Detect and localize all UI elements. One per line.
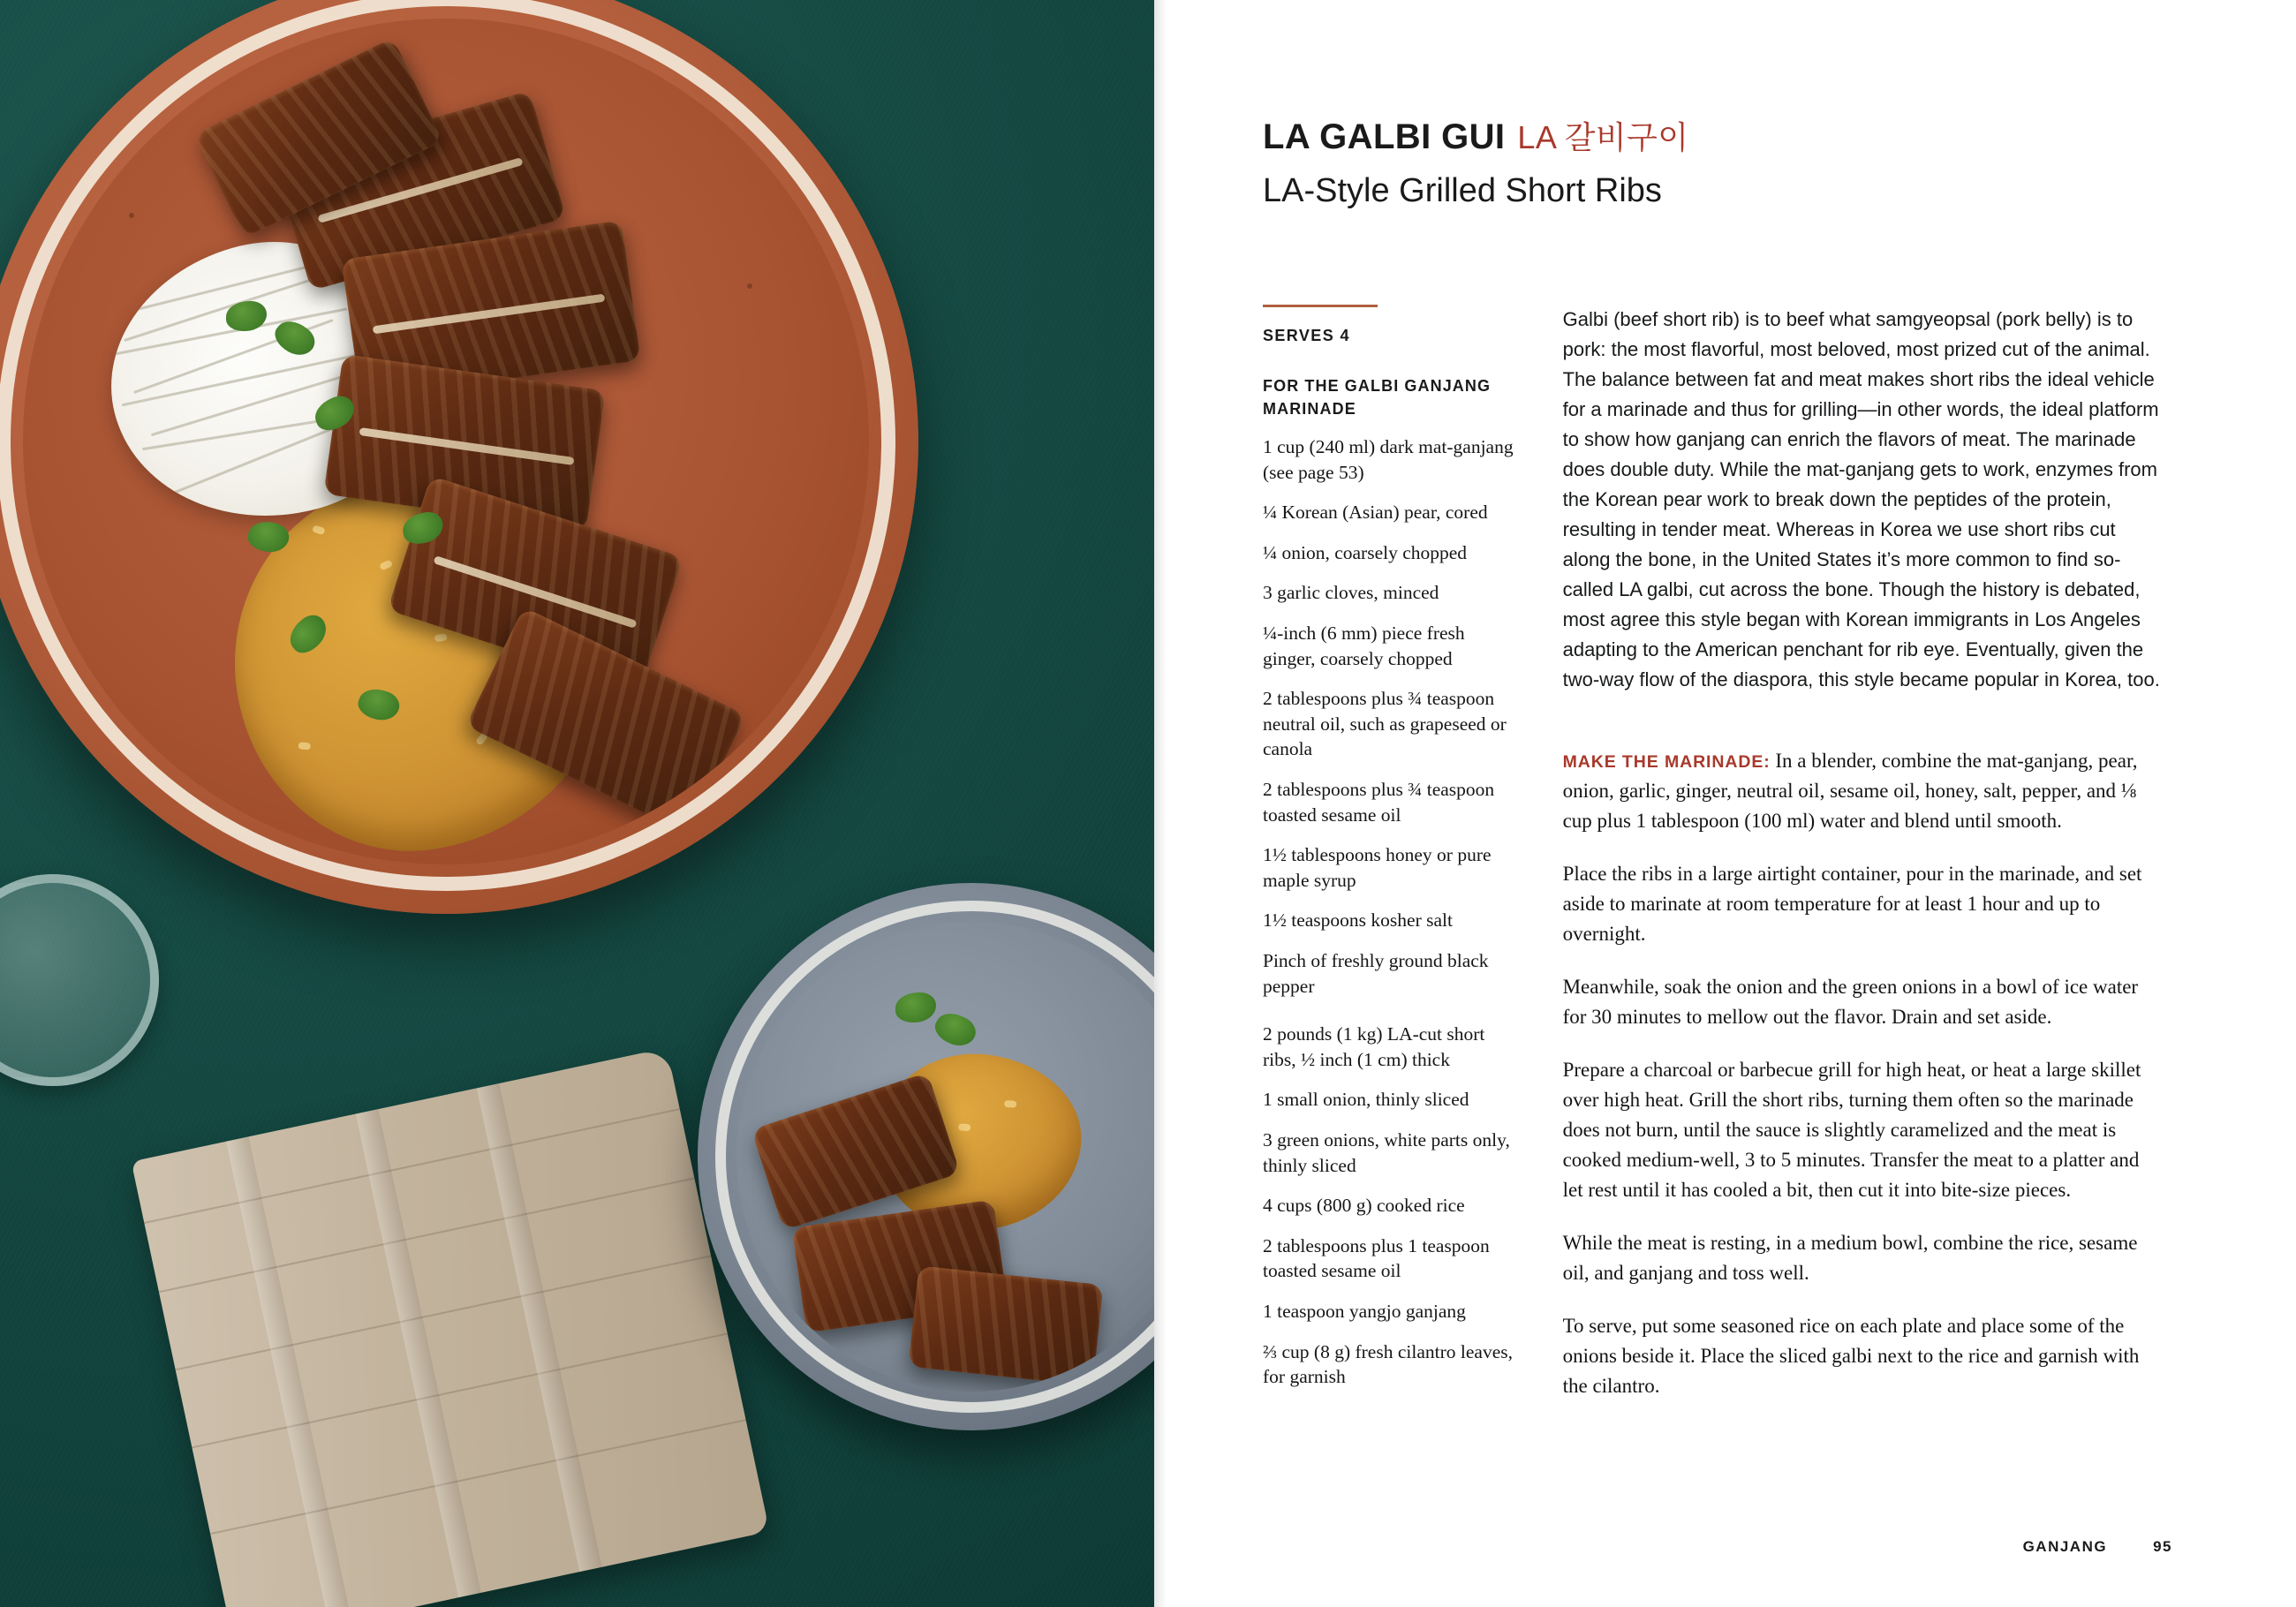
instructions-column: [1563, 305, 2164, 1424]
recipe-step: Place the ribs in a large airtight container, pour in the marinade, and set aside to marinate at room temperature for at least 1 hour and up to overnight.: [1562, 862, 2142, 945]
recipe-columns: [1263, 305, 2164, 1424]
ingredient-item: 2 tablespoons plus 1 teaspoon toasted sesame oil: [1263, 1234, 1490, 1282]
page-footer: [2023, 1538, 2172, 1556]
ingredient-item: 2 tablespoons plus ¾ teaspoon neutral oil, such as grapeseed or canola: [1263, 688, 1507, 760]
recipe-subtitle: LA-Style Grilled Short Ribs: [1263, 172, 1662, 209]
ingredient-item: 1 teaspoon yangjo ganjang: [1263, 1300, 1466, 1322]
title-block: [1263, 113, 1688, 210]
step-lead-in: MAKE THE MARINADE:: [1562, 751, 1771, 772]
ingredients-column: [1263, 305, 1521, 1424]
recipe-step: [1563, 746, 2164, 836]
ingredient-item: 1½ tablespoons honey or pure maple syrup: [1263, 844, 1492, 891]
serves-label: SERVES 4: [1263, 327, 1350, 344]
recipe-step: To serve, put some seasoned rice on each plate and place some of the onions beside it. Place the sliced galbi next to the rice and garnish with the cilantro.: [1562, 1315, 2140, 1398]
page-gutter-shadow: [1154, 0, 1167, 1607]
ingredients-heading: FOR THE GALBI GANJANG MARINADE: [1263, 377, 1492, 418]
ingredient-item: 2 tablespoons plus ¾ teaspoon toasted sesame oil: [1263, 779, 1495, 826]
ingredient-item: ¼ Korean (Asian) pear, cored: [1263, 502, 1488, 524]
step-text: In a blender, combine the mat-ganjang, pear, onion, garlic, ginger, neutral oil, sesame oil, honey, salt, pepper, and ⅛ cup plus 1 tablespoon (100 ml) water and blend until smooth.: [1562, 749, 2138, 832]
page-number: 95: [2153, 1538, 2172, 1555]
recipe-title-romanized: LA GALBI GUI: [1263, 117, 1506, 156]
ingredient-item: 4 cups (800 g) cooked rice: [1263, 1195, 1465, 1217]
page-title: [1263, 113, 1688, 158]
recipe-step: Prepare a charcoal or barbecue grill for high heat, or heat a large skillet over high heat. Grill the short ribs, turning them often so the marinade does not burn, until the sauce is slightly caramelized and the meat is cooked medium-well, 3 to 5 minutes. Transfer the meat to a platter and let rest until it has cooled a bit, then cut it into bite-size pieces.: [1562, 1059, 2141, 1202]
ingredient-item: 3 green onions, white parts only, thinly sliced: [1263, 1128, 1510, 1176]
paragraph-spacer: [1563, 718, 2164, 746]
ingredient-item: 1 cup (240 ml) dark mat-ganjang (see page 53): [1263, 436, 1514, 483]
headnote: Galbi (beef short rib) is to beef what samgyeopsal (pork belly) is to pork: the most flavorful, most beloved, most prized cut of the animal. The balance between fat and meat makes short ribs the ideal vehicle for a marinade and thus for grilling—in other words, the ideal platform to show how ganjang can enrich the flavors of meat. The marinade does double duty. While the mat-ganjang gets to work, enzymes from the Korean pear work to break down the peptides of the protein, resulting in tender meat. Whereas in Korea we use short ribs cut along the bone, in the United States it’s more common to find so-called LA galbi, cut across the bone. Though the history is debated, most agree this style began with Korean immigrants in Los Angeles adapting to the American penchant for rib eye. Eventually, given the two-way flow of the diaspora, this style became popular in Korea, too.: [1562, 308, 2160, 690]
ingredient-item: 2 pounds (1 kg) LA-cut short ribs, ½ inch (1 cm) thick: [1263, 1023, 1485, 1070]
recipe-title-korean: LA 갈비구이: [1517, 119, 1689, 155]
ingredient-item: ⅔ cup (8 g) fresh cilantro leaves, for garnish: [1263, 1340, 1513, 1388]
section-rule: [1263, 305, 1378, 307]
ingredient-item: 1 small onion, thinly sliced: [1263, 1089, 1469, 1111]
ingredient-item: 1½ teaspoons kosher salt: [1263, 909, 1453, 932]
footer-section-label: GANJANG: [2022, 1538, 2108, 1555]
recipe-step: Meanwhile, soak the onion and the green onions in a bowl of ice water for 30 minutes to mellow out the flavor. Drain and set aside.: [1562, 975, 2139, 1029]
recipe-step: While the meat is resting, in a medium bowl, combine the rice, sesame oil, and ganjang and toss well.: [1562, 1232, 2138, 1285]
ingredient-item: ¼ onion, coarsely chopped: [1263, 541, 1468, 563]
ingredient-item: 3 garlic cloves, minced: [1263, 582, 1439, 604]
ingredient-item: Pinch of freshly ground black pepper: [1263, 950, 1489, 997]
ingredient-item: ¼-inch (6 mm) piece fresh ginger, coarsely chopped: [1263, 622, 1465, 669]
